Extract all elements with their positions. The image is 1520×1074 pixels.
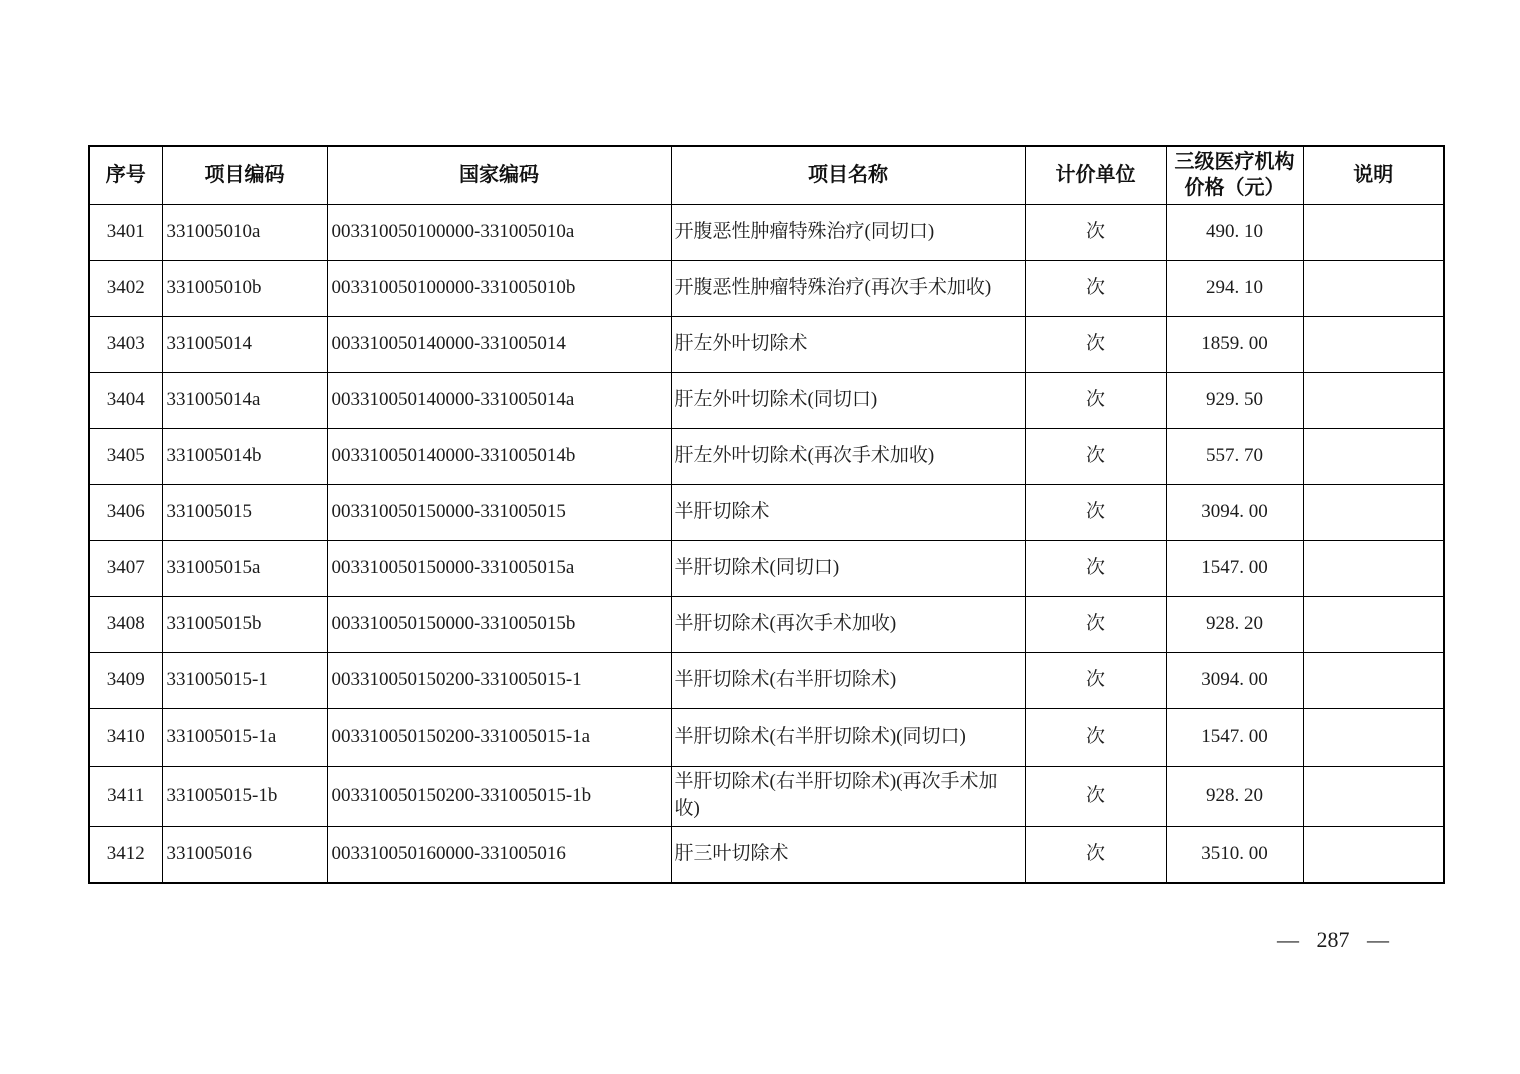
col-header-national-code: 国家编码 <box>327 146 671 204</box>
cell-item-name: 半肝切除术(再次手术加收) <box>671 596 1025 652</box>
cell-unit: 次 <box>1025 484 1166 540</box>
col-header-note: 说明 <box>1303 146 1444 204</box>
table-row <box>89 204 1444 260</box>
cell-item-name: 肝左外叶切除术(再次手术加收) <box>671 428 1025 484</box>
cell-unit: 次 <box>1025 826 1166 883</box>
table-row <box>89 260 1444 316</box>
cell-item-name: 肝三叶切除术 <box>671 826 1025 883</box>
cell-seq: 3405 <box>89 428 162 484</box>
col-header-seq: 序号 <box>89 146 162 204</box>
col-header-item-code: 项目编码 <box>162 146 327 204</box>
table-body <box>89 204 1444 883</box>
cell-national-code: 003310050160000-331005016 <box>327 826 671 883</box>
cell-note <box>1303 826 1444 883</box>
cell-note <box>1303 540 1444 596</box>
cell-unit: 次 <box>1025 766 1166 826</box>
cell-unit: 次 <box>1025 540 1166 596</box>
table-row <box>89 428 1444 484</box>
cell-national-code: 003310050150000-331005015 <box>327 484 671 540</box>
cell-item-name: 半肝切除术(同切口) <box>671 540 1025 596</box>
cell-note <box>1303 372 1444 428</box>
cell-price: 928. 20 <box>1166 596 1303 652</box>
cell-national-code: 003310050140000-331005014b <box>327 428 671 484</box>
cell-seq: 3410 <box>89 708 162 766</box>
col-header-item-name: 项目名称 <box>671 146 1025 204</box>
cell-item-code: 331005014 <box>162 316 327 372</box>
cell-item-name: 开腹恶性肿瘤特殊治疗(同切口) <box>671 204 1025 260</box>
cell-price: 3094. 00 <box>1166 484 1303 540</box>
col-header-unit: 计价单位 <box>1025 146 1166 204</box>
cell-national-code: 003310050150000-331005015b <box>327 596 671 652</box>
cell-price: 3094. 00 <box>1166 652 1303 708</box>
cell-note <box>1303 204 1444 260</box>
table-header-row <box>89 146 1444 204</box>
medical-price-table <box>88 145 1445 884</box>
cell-seq: 3403 <box>89 316 162 372</box>
cell-unit: 次 <box>1025 652 1166 708</box>
cell-price: 294. 10 <box>1166 260 1303 316</box>
cell-note <box>1303 316 1444 372</box>
cell-note <box>1303 596 1444 652</box>
cell-price: 3510. 00 <box>1166 826 1303 883</box>
cell-note <box>1303 708 1444 766</box>
cell-national-code: 003310050100000-331005010a <box>327 204 671 260</box>
cell-national-code: 003310050150200-331005015-1 <box>327 652 671 708</box>
cell-unit: 次 <box>1025 708 1166 766</box>
table-row <box>89 484 1444 540</box>
table-row <box>89 826 1444 883</box>
cell-national-code: 003310050140000-331005014 <box>327 316 671 372</box>
cell-national-code: 003310050140000-331005014a <box>327 372 671 428</box>
page-number: — 287 — <box>1277 927 1389 952</box>
cell-seq: 3402 <box>89 260 162 316</box>
cell-seq: 3404 <box>89 372 162 428</box>
cell-item-name: 半肝切除术(右半肝切除术)(同切口) <box>671 708 1025 766</box>
cell-unit: 次 <box>1025 204 1166 260</box>
cell-item-name: 开腹恶性肿瘤特殊治疗(再次手术加收) <box>671 260 1025 316</box>
cell-seq: 3407 <box>89 540 162 596</box>
cell-item-code: 331005014b <box>162 428 327 484</box>
table-row <box>89 596 1444 652</box>
cell-seq: 3411 <box>89 766 162 826</box>
cell-unit: 次 <box>1025 372 1166 428</box>
cell-unit: 次 <box>1025 596 1166 652</box>
cell-price: 1547. 00 <box>1166 540 1303 596</box>
cell-note <box>1303 652 1444 708</box>
cell-price: 929. 50 <box>1166 372 1303 428</box>
cell-seq: 3401 <box>89 204 162 260</box>
cell-item-name: 半肝切除术 <box>671 484 1025 540</box>
cell-note <box>1303 428 1444 484</box>
cell-item-code: 331005015-1a <box>162 708 327 766</box>
table-row <box>89 540 1444 596</box>
table-row <box>89 316 1444 372</box>
col-header-price: 三级医疗机构价格（元） <box>1166 146 1303 204</box>
cell-item-code: 331005015-1b <box>162 766 327 826</box>
cell-note <box>1303 484 1444 540</box>
cell-item-code: 331005010a <box>162 204 327 260</box>
cell-unit: 次 <box>1025 428 1166 484</box>
cell-item-code: 331005010b <box>162 260 327 316</box>
cell-seq: 3409 <box>89 652 162 708</box>
table-row <box>89 652 1444 708</box>
cell-seq: 3406 <box>89 484 162 540</box>
cell-note <box>1303 766 1444 826</box>
cell-price: 1859. 00 <box>1166 316 1303 372</box>
table-row <box>89 372 1444 428</box>
cell-national-code: 003310050150000-331005015a <box>327 540 671 596</box>
cell-item-code: 331005015b <box>162 596 327 652</box>
cell-item-name: 半肝切除术(右半肝切除术) <box>671 652 1025 708</box>
cell-item-code: 331005016 <box>162 826 327 883</box>
table-row <box>89 708 1444 766</box>
cell-item-code: 331005015-1 <box>162 652 327 708</box>
cell-price: 557. 70 <box>1166 428 1303 484</box>
cell-item-code: 331005015a <box>162 540 327 596</box>
cell-item-code: 331005015 <box>162 484 327 540</box>
cell-unit: 次 <box>1025 260 1166 316</box>
cell-price: 1547. 00 <box>1166 708 1303 766</box>
table-header <box>89 146 1444 204</box>
cell-national-code: 003310050100000-331005010b <box>327 260 671 316</box>
cell-seq: 3408 <box>89 596 162 652</box>
cell-item-name: 肝左外叶切除术 <box>671 316 1025 372</box>
cell-national-code: 003310050150200-331005015-1b <box>327 766 671 826</box>
cell-national-code: 003310050150200-331005015-1a <box>327 708 671 766</box>
cell-note <box>1303 260 1444 316</box>
cell-item-code: 331005014a <box>162 372 327 428</box>
table-row <box>89 766 1444 826</box>
cell-seq: 3412 <box>89 826 162 883</box>
cell-price: 490. 10 <box>1166 204 1303 260</box>
cell-item-name: 半肝切除术(右半肝切除术)(再次手术加收) <box>671 766 1025 826</box>
cell-unit: 次 <box>1025 316 1166 372</box>
cell-price: 928. 20 <box>1166 766 1303 826</box>
cell-item-name: 肝左外叶切除术(同切口) <box>671 372 1025 428</box>
